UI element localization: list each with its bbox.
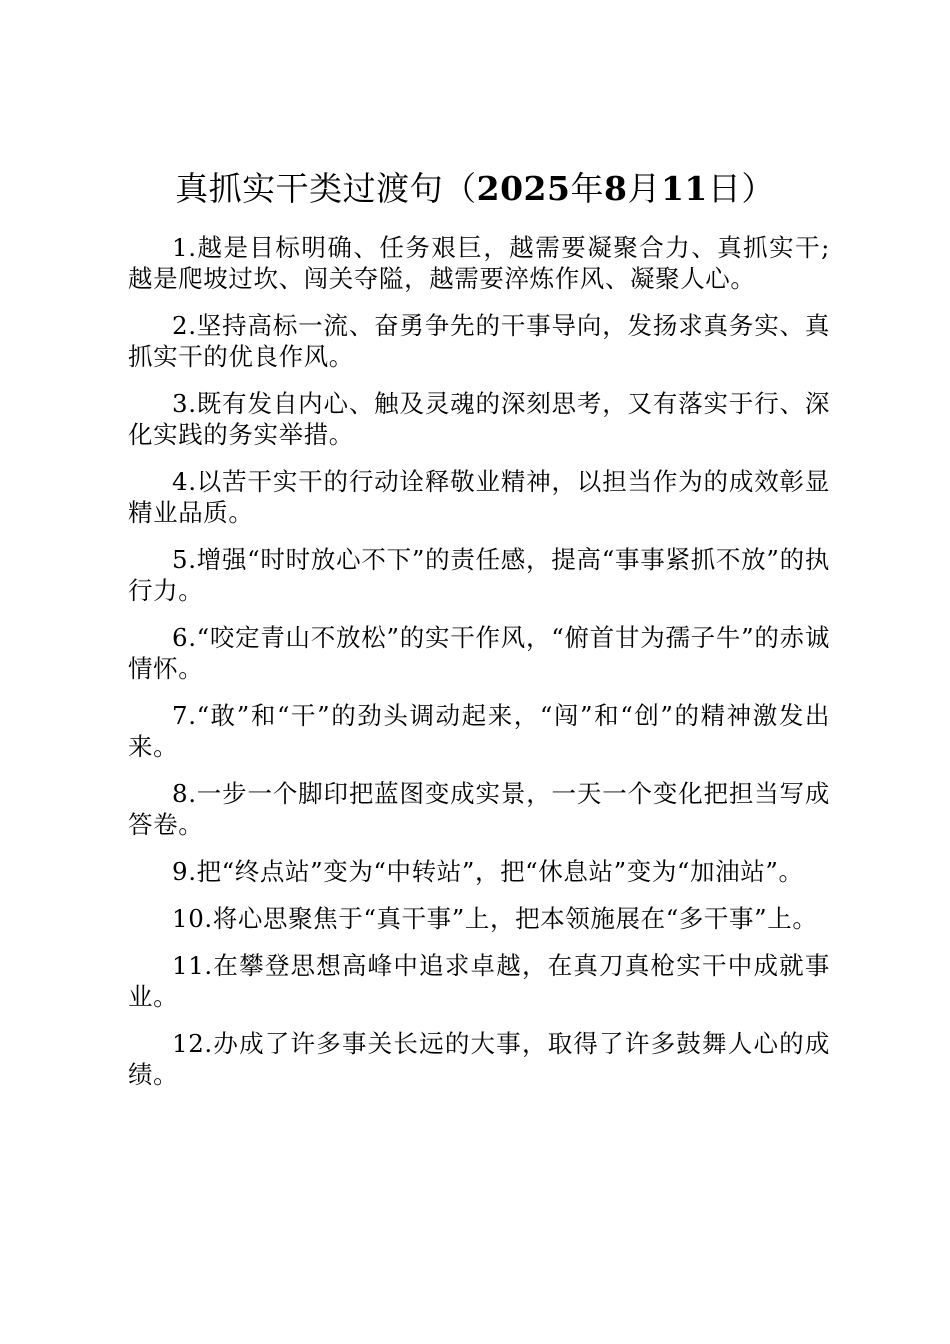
title-suffix: 日） [707,169,775,208]
list-item: 2.坚持高标一流、奋勇争先的干事导向，发扬求真务实、真抓实干的优良作风。 [128,311,830,371]
title-yue: 月 [627,169,661,208]
sentence-list [128,232,830,1106]
list-item: 11.在攀登思想高峰中追求卓越，在真刀真枪实干中成就事业。 [128,951,830,1011]
list-item: 1.越是目标明确、任务艰巨，越需要凝聚合力、真抓实干;越是爬坡过坎、闯关夺隘，越需要淬炼作风、凝聚人心。 [128,233,830,293]
list-item: 9.把“终点站”变为“中转站”，把“休息站”变为“加油站”。 [172,857,804,886]
list-item: 7.“敢”和“干”的劲头调动起来，“闯”和“创”的精神激发出来。 [128,701,830,761]
list-item: 3.既有发自内心、触及灵魂的深刻思考，又有落实于行、深化实践的务实举措。 [128,389,830,449]
list-item: 12.办成了许多事关长远的大事，取得了许多鼓舞人心的成绩。 [128,1029,830,1089]
title-nian: 年 [570,169,604,208]
list-item: 10.将心思聚焦于“真干事”上，把本领施展在“多干事”上。 [172,904,818,933]
list-item: 5.增强“时时放心不下”的责任感，提高“事事紧抓不放”的执行力。 [128,545,830,605]
list-item: 8.一步一个脚印把蓝图变成实景，一天一个变化把担当写成答卷。 [128,779,830,839]
title-year: 2025 [476,169,571,208]
title-day: 11 [660,169,708,208]
list-item: 6.“咬定青山不放松”的实干作风，“俯首甘为孺子牛”的赤诚情怀。 [128,623,830,683]
title-prefix: 真抓实干类过渡句（ [175,169,477,208]
document-title [0,166,950,212]
list-item: 4.以苦干实干的行动诠释敬业精神，以担当作为的成效彰显精业品质。 [128,467,830,527]
title-month: 8 [603,169,628,208]
